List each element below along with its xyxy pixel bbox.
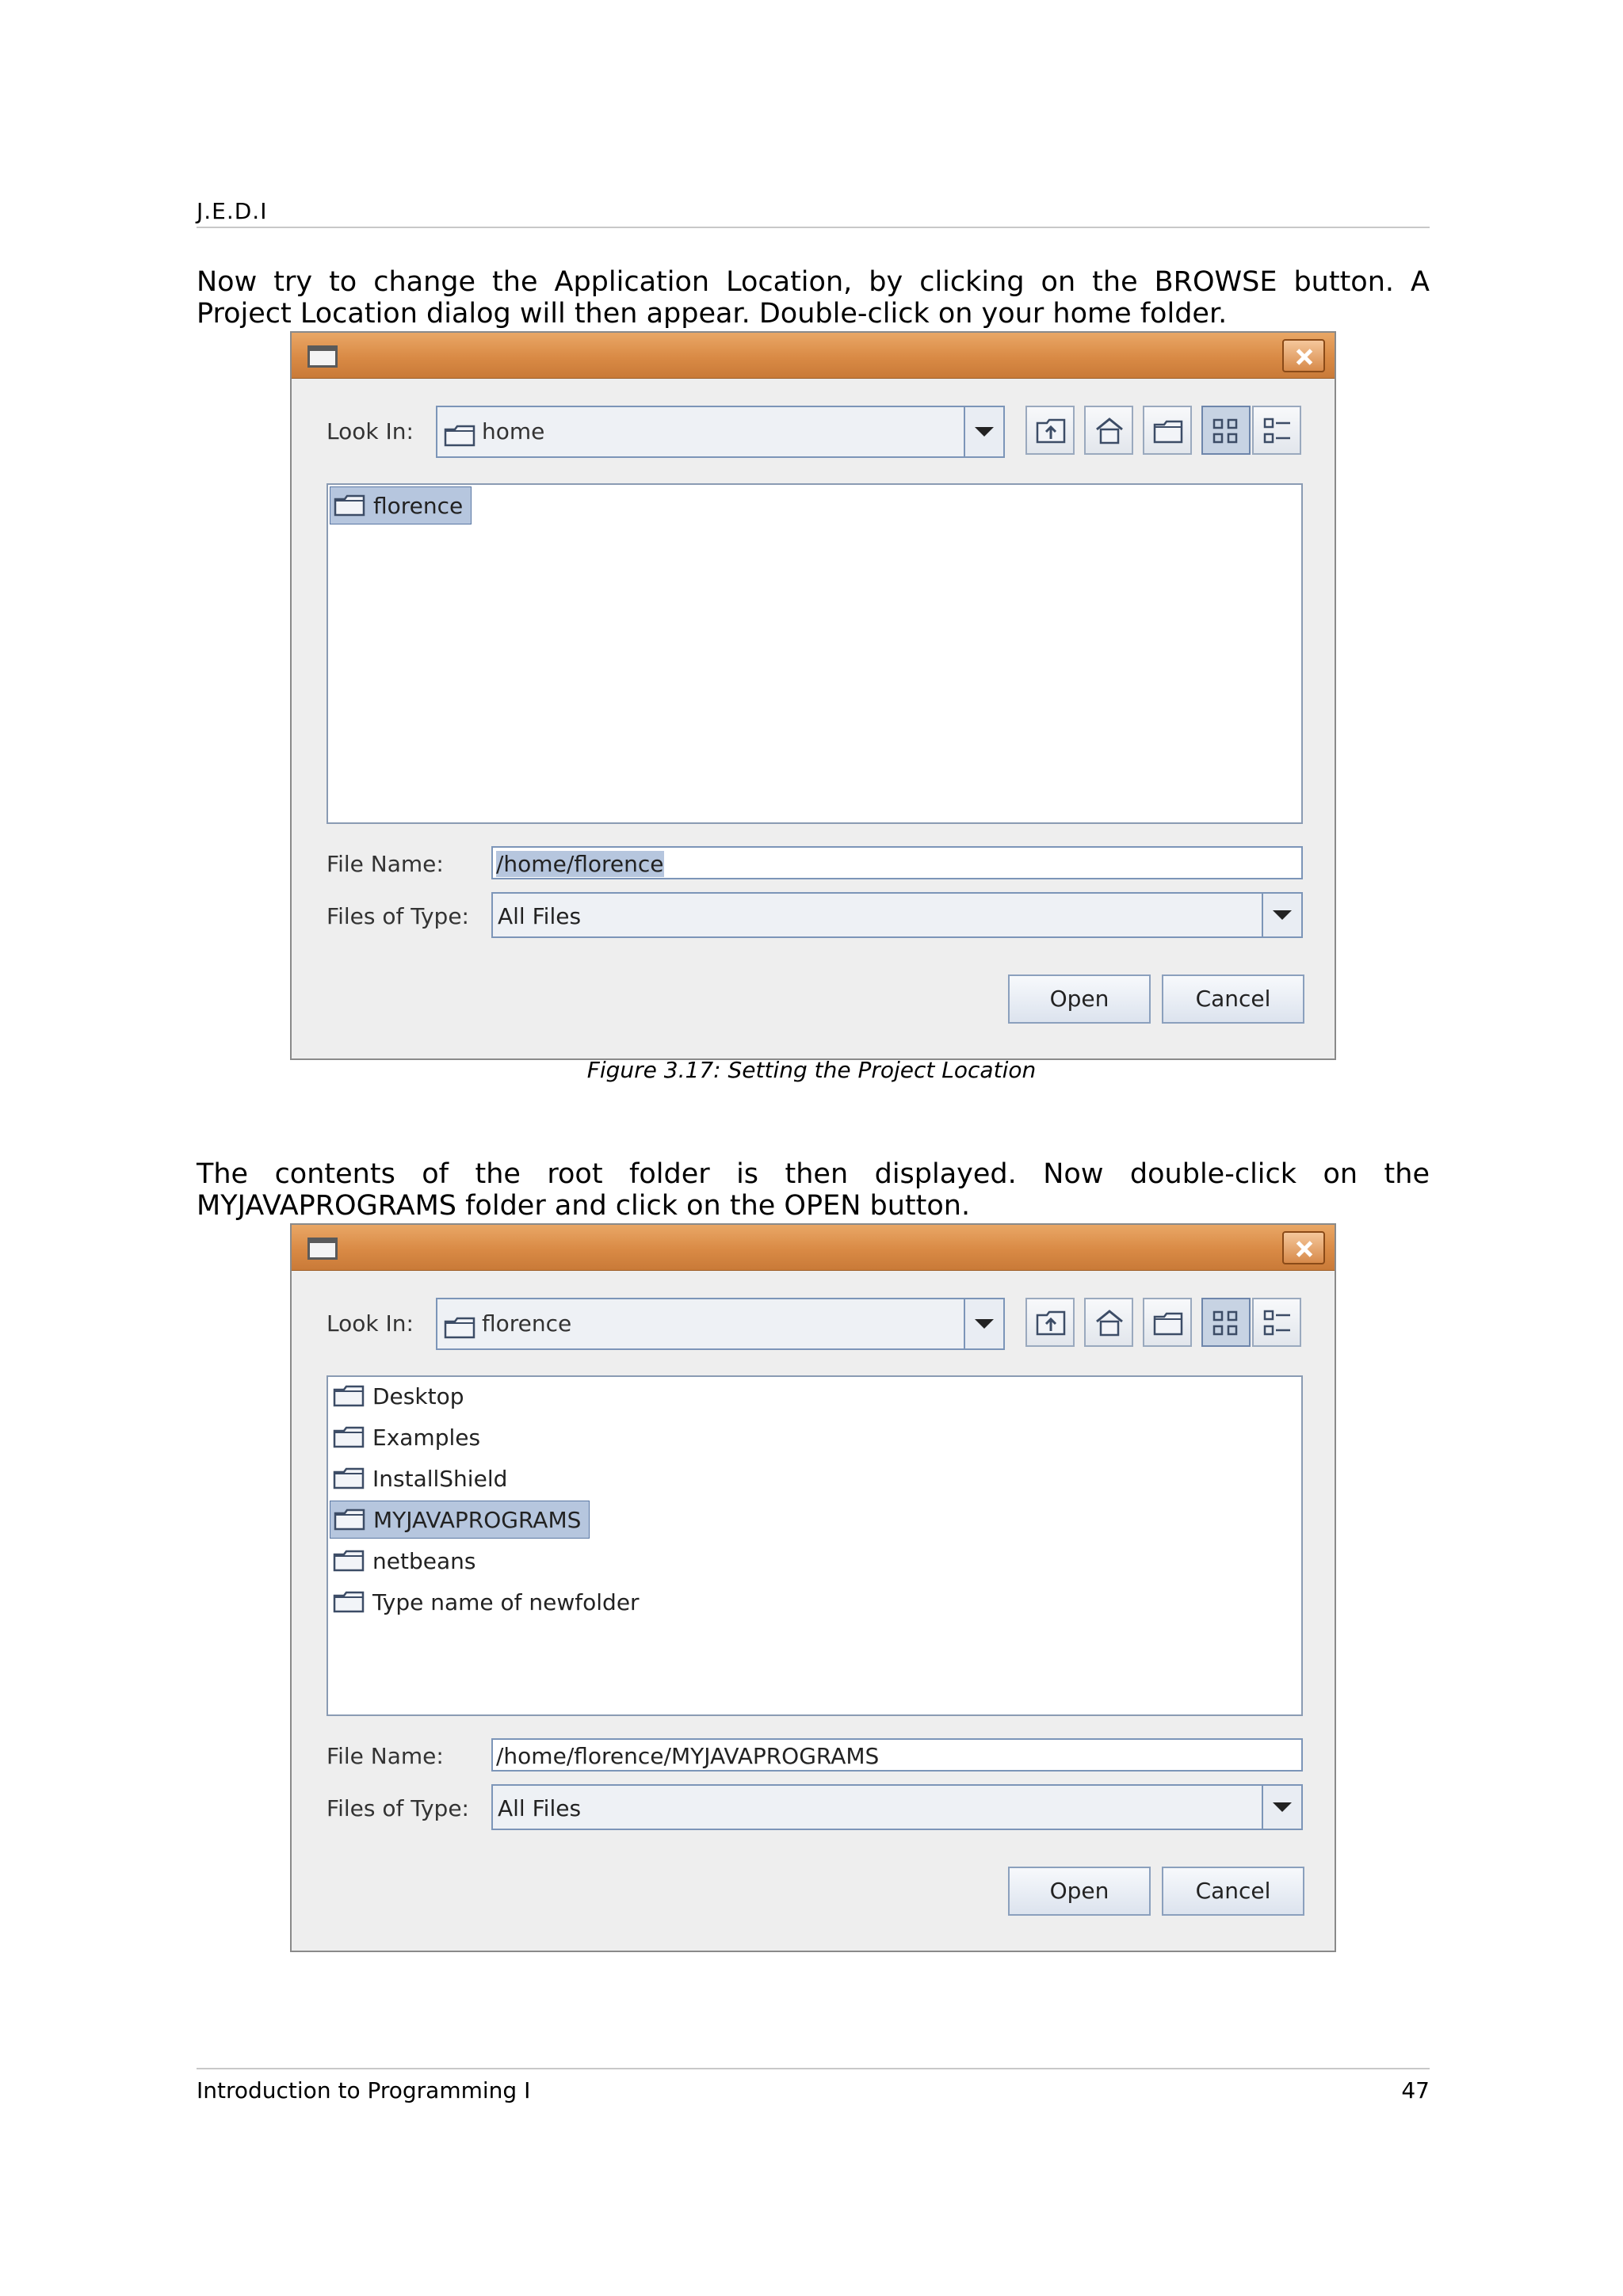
look-in-label: Look In:: [327, 418, 414, 444]
list-item-label: florence: [373, 492, 464, 519]
folder-icon: [334, 1508, 365, 1531]
chevron-down-icon[interactable]: [964, 1299, 1003, 1348]
cancel-button[interactable]: Cancel: [1162, 974, 1304, 1024]
look-in-value: home: [482, 418, 545, 444]
running-header: J.E.D.I: [197, 198, 268, 224]
chevron-down-icon[interactable]: [1262, 894, 1301, 936]
files-of-type-value: All Files: [498, 1795, 582, 1821]
file-name-value: /home/florence/MYJAVAPROGRAMS: [496, 1743, 880, 1769]
folder-icon: [444, 425, 475, 450]
home-icon: [1094, 415, 1125, 447]
up-folder-icon: [1035, 415, 1067, 447]
up-one-level-button[interactable]: [1025, 1298, 1075, 1347]
folder-icon: [333, 1426, 365, 1448]
file-name-label: File Name:: [327, 851, 444, 877]
new-folder-icon: [1152, 1307, 1184, 1339]
paragraph-1: [197, 266, 1430, 330]
footer-rule: [197, 2068, 1430, 2069]
close-button[interactable]: [1282, 339, 1325, 372]
list-item[interactable]: [330, 1501, 590, 1539]
paragraph-1-line-1: Now try to change the Application Location, by clicking on the BROWSE button. A: [197, 266, 1430, 298]
new-folder-button[interactable]: [1143, 406, 1192, 455]
list-item-label: Examples: [372, 1424, 481, 1451]
home-icon: [1094, 1307, 1125, 1339]
cancel-button[interactable]: Cancel: [1162, 1867, 1304, 1916]
list-item-label: Type name of newfolder: [372, 1589, 640, 1615]
chevron-down-icon[interactable]: [1262, 1786, 1301, 1829]
file-name-field[interactable]: [491, 846, 1303, 879]
project-location-dialog-1: [290, 331, 1336, 1060]
list-item-label: MYJAVAPROGRAMS: [373, 1506, 582, 1533]
folder-icon: [334, 494, 365, 517]
list-item[interactable]: [330, 1583, 647, 1621]
list-view-icon: [1211, 1307, 1243, 1339]
new-folder-button[interactable]: [1143, 1298, 1192, 1347]
folder-icon: [333, 1591, 365, 1613]
home-button[interactable]: [1084, 1298, 1133, 1347]
look-in-combo[interactable]: [436, 406, 1005, 458]
list-view-button[interactable]: [1201, 1298, 1251, 1347]
new-folder-icon: [1152, 415, 1184, 447]
list-item[interactable]: [330, 486, 472, 524]
list-item[interactable]: [330, 1418, 488, 1456]
page-number: 47: [1401, 2077, 1430, 2103]
details-view-icon: [1262, 415, 1293, 447]
list-item-label: Desktop: [372, 1383, 464, 1409]
title-bar[interactable]: [292, 1225, 1335, 1271]
folder-icon: [333, 1467, 365, 1489]
close-button[interactable]: [1282, 1231, 1325, 1264]
home-button[interactable]: [1084, 406, 1133, 455]
paragraph-2-line-2: MYJAVAPROGRAMS folder and click on the OPEN button.: [197, 1190, 971, 1222]
list-item[interactable]: [330, 1459, 515, 1497]
details-view-button[interactable]: [1252, 406, 1301, 455]
details-view-button[interactable]: [1252, 1298, 1301, 1347]
folder-icon: [333, 1385, 365, 1407]
up-one-level-button[interactable]: [1025, 406, 1075, 455]
file-name-label: File Name:: [327, 1743, 444, 1769]
window-icon: [307, 1238, 338, 1260]
list-view-button[interactable]: [1201, 406, 1251, 455]
footer-title: Introduction to Programming I: [197, 2077, 531, 2103]
files-of-type-value: All Files: [498, 903, 582, 929]
details-view-icon: [1262, 1307, 1293, 1339]
look-in-value: florence: [482, 1310, 572, 1337]
up-folder-icon: [1035, 1307, 1067, 1339]
open-button[interactable]: Open: [1008, 1867, 1151, 1916]
title-bar[interactable]: [292, 333, 1335, 379]
chevron-down-icon[interactable]: [964, 407, 1003, 456]
header-rule: [197, 227, 1430, 228]
file-list[interactable]: [327, 1375, 1303, 1716]
figure-caption: Figure 3.17: Setting the Project Location: [586, 1057, 1037, 1083]
window-icon: [307, 345, 338, 368]
folder-icon: [444, 1317, 475, 1342]
folder-icon: [333, 1550, 365, 1572]
list-item-label: netbeans: [372, 1547, 476, 1574]
files-of-type-select[interactable]: [491, 1784, 1303, 1830]
file-name-field[interactable]: [491, 1738, 1303, 1772]
paragraph-2-line-1: The contents of the root folder is then displayed. Now double-click on the: [197, 1158, 1430, 1190]
look-in-label: Look In:: [327, 1310, 414, 1337]
list-view-icon: [1211, 415, 1243, 447]
files-of-type-label: Files of Type:: [327, 903, 469, 929]
files-of-type-select[interactable]: [491, 892, 1303, 938]
list-item[interactable]: [330, 1542, 483, 1580]
paragraph-2: [197, 1158, 1430, 1222]
paragraph-1-line-2: Project Location dialog will then appear. Double-click on your home folder.: [197, 298, 1228, 330]
files-of-type-label: Files of Type:: [327, 1795, 469, 1821]
file-list[interactable]: [327, 483, 1303, 824]
open-button[interactable]: Open: [1008, 974, 1151, 1024]
list-item[interactable]: [330, 1377, 472, 1415]
file-name-value: /home/florence: [496, 851, 664, 877]
look-in-combo[interactable]: [436, 1298, 1005, 1350]
project-location-dialog-2: [290, 1223, 1336, 1952]
list-item-label: InstallShield: [372, 1465, 508, 1492]
